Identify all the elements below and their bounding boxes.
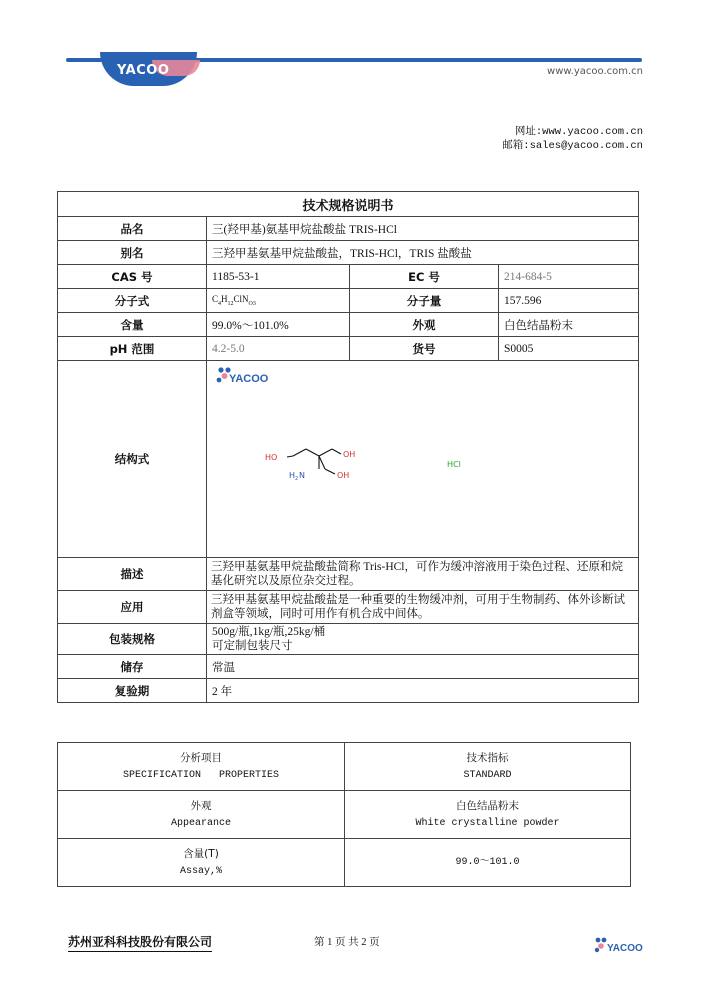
email-line: 邮箱:sales@yacoo.com.cn [502, 140, 643, 152]
content-label: 含量 [58, 313, 207, 337]
mw-value: 157.596 [499, 289, 639, 313]
formula-label: 分子式 [58, 289, 207, 313]
analysis-row-std [345, 791, 631, 839]
formula-n: N [242, 294, 249, 305]
analysis-col2-header [345, 743, 631, 791]
storage-label: 储存 [58, 655, 207, 679]
formula-cl: Cl [233, 294, 243, 305]
header-url: www.yacoo.com.cn [547, 66, 643, 77]
pack-line-1: 500g/瓶,1kg/瓶,25kg/桶 [212, 626, 326, 638]
formula-c: C [212, 294, 219, 305]
alias-label: 别名 [58, 241, 207, 265]
analysis-table [57, 742, 631, 887]
formula-o-sub: O3 [248, 300, 256, 307]
molecule-bonds [287, 449, 341, 474]
footer-logo [594, 934, 644, 954]
pack-value [207, 624, 639, 655]
ec-label: EC 号 [350, 265, 499, 289]
use-value: 三羟甲基氨基甲烷盐酸盐是一种重要的生物缓冲剂，可用于生物制药、体外诊断试剂盒等领域，同时可用作有机合成中间体。 [207, 591, 639, 624]
website-line: 网址:www.yacoo.com.cn [514, 126, 643, 138]
footer-logo-text: YACOO [607, 943, 643, 954]
retest-value: 2 年 [207, 679, 639, 703]
pack-label: 包装规格 [58, 624, 207, 655]
desc-value: 三羟甲基氨基甲烷盐酸盐简称 Tris-HCl，可作为缓冲溶液用于染色过程、还原和烷基化研究以及原位杂交过程。 [207, 558, 639, 591]
ph-value: 4.2-5.0 [207, 337, 350, 361]
analysis-col1-header [58, 743, 345, 791]
spec-title: 技术规格说明书 [58, 192, 639, 217]
row-item-en: Assay,% [179, 865, 222, 877]
atom-nh2-n: N [299, 471, 305, 480]
atom-oh-right: OH [343, 450, 356, 459]
structure-diagram [207, 361, 638, 557]
atom-ho: HO [265, 453, 278, 462]
use-label: 应用 [58, 591, 207, 624]
row-item-cn: 含量(T) [183, 847, 219, 860]
row-item-cn: 外观 [190, 799, 212, 812]
mw-label: 分子量 [350, 289, 499, 313]
appearance-value: 白色结晶粉末 [499, 313, 639, 337]
item-no-value: S0005 [499, 337, 639, 361]
atom-nh2-h: H [289, 471, 296, 480]
desc-label: 描述 [58, 558, 207, 591]
formula-h-sub: 12 [227, 300, 234, 307]
item-no-label: 货号 [350, 337, 499, 361]
col2-cn: 技术指标 [466, 751, 509, 764]
atom-hcl: HCl [447, 460, 461, 469]
row-std-en: White crystalline powder [415, 817, 560, 829]
atom-nh2-sub: 2 [295, 476, 299, 482]
formula-h: H [221, 294, 228, 305]
spec-table [57, 191, 639, 703]
storage-value: 常温 [207, 655, 639, 679]
col1-cn: 分析项目 [180, 751, 222, 764]
pack-line-2: 可定制包装尺寸 [212, 640, 293, 652]
footer-page-number: 第 1 页 共 2 页 [314, 937, 380, 948]
cas-value: 1185-53-1 [207, 265, 350, 289]
footer-logo-icon [595, 938, 607, 953]
cas-label: CAS 号 [58, 265, 207, 289]
analysis-row-std: 99.0～101.0 [345, 839, 631, 887]
col2-en: STANDARD [463, 769, 512, 781]
alias-value: 三羟甲基氨基甲烷盐酸盐，TRIS-HCl，TRIS 盐酸盐 [207, 241, 639, 265]
atom-oh-bottom: OH [337, 471, 350, 480]
analysis-row-item [58, 839, 345, 887]
content-value: 99.0%～101.0% [207, 313, 350, 337]
formula-value [207, 289, 350, 313]
structure-cell [207, 361, 639, 558]
formula-c-sub: 4 [218, 300, 222, 307]
structure-logo-text: YACOO [229, 373, 269, 385]
row-item-en: Appearance [170, 817, 231, 829]
retest-label: 复验期 [58, 679, 207, 703]
header-logo: YACOO [117, 63, 170, 78]
row-std-cn: 白色结晶粉末 [456, 799, 519, 812]
appearance-label: 外观 [350, 313, 499, 337]
name-label: 品名 [58, 217, 207, 241]
footer-company: 苏州亚科科技股份有限公司 [68, 933, 212, 952]
analysis-row-item [58, 791, 345, 839]
structure-label: 结构式 [58, 361, 207, 558]
col1-en: SPECIFICATION PROPERTIES [122, 769, 280, 781]
name-value: 三(羟甲基)氨基甲烷盐酸盐 TRIS-HCl [207, 217, 639, 241]
ec-value: 214-684-5 [499, 265, 639, 289]
ph-label: pH 范围 [58, 337, 207, 361]
